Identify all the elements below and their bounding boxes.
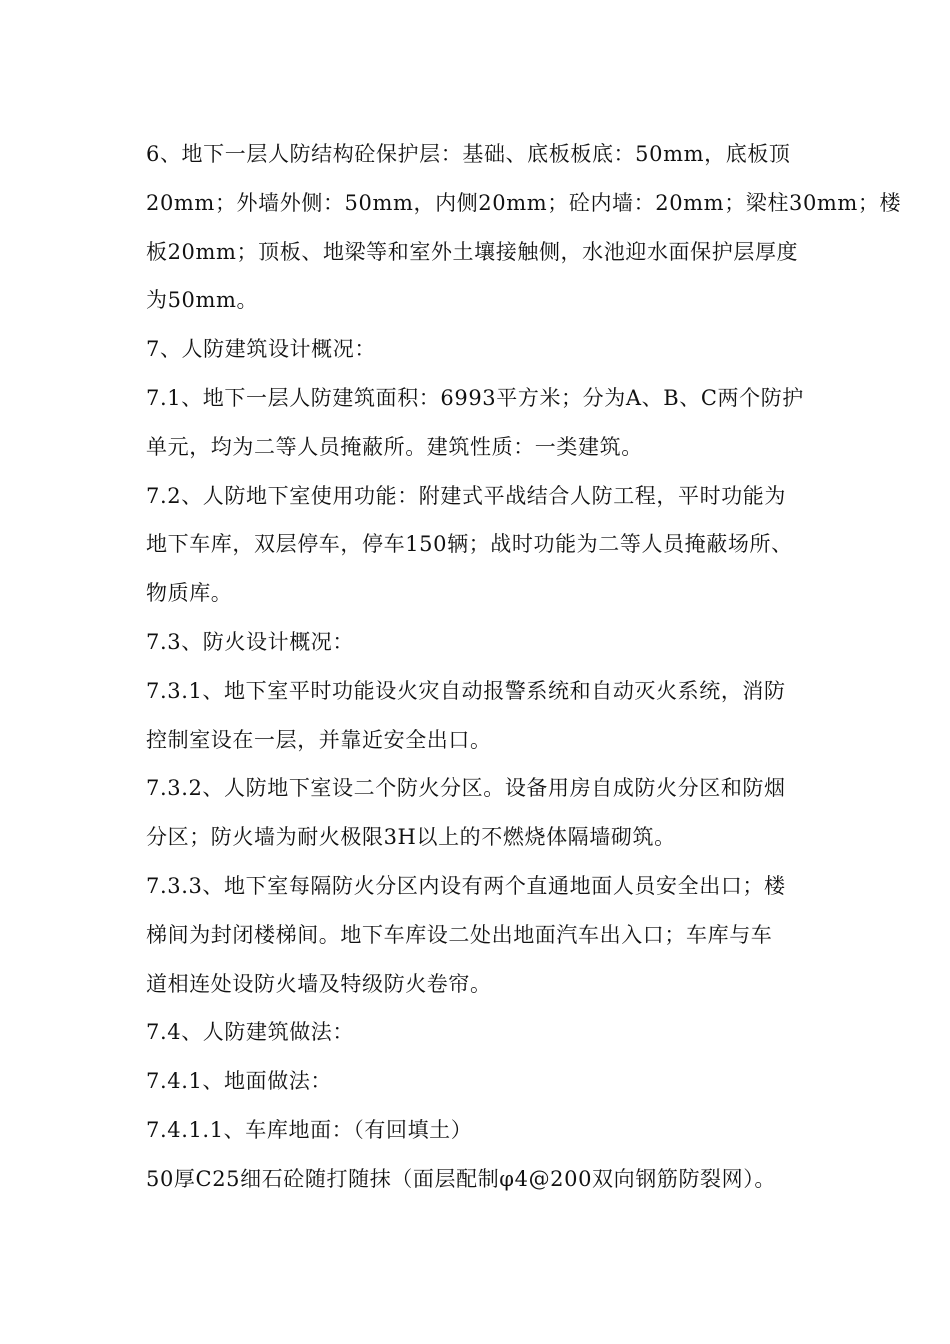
section-heading: 7.3、防火设计概况：: [146, 629, 354, 654]
text-line: 7.3.1、地下室平时功能设火灾自动报警系统和自动灭火系统，消防: [146, 678, 786, 703]
document-body: [146, 130, 902, 1204]
text-line: 7.3.3、地下室每隔防火分区内设有两个直通地面人员安全出口；楼: [146, 873, 786, 898]
text-line: 控制室设在一层，并靠近安全出口。: [146, 727, 492, 752]
text-line: 50厚C25细石砼随打随抹（面层配制φ4@200双向钢筋防裂网）。: [146, 1166, 776, 1191]
section-heading: 7.4、人防建筑做法：: [146, 1020, 354, 1045]
text-line: 梯间为封闭楼梯间。地下车库设二处出地面汽车出入口；车库与车: [146, 922, 773, 947]
section-heading: 7.4.1、地面做法：: [146, 1069, 333, 1094]
text-line: 地下车库，双层停车，停车150辆；战时功能为二等人员掩蔽场所、: [146, 532, 793, 557]
text-line: 道相连处设防火墙及特级防火卷帘。: [146, 971, 492, 996]
text-line: 7.3.2、人防地下室设二个防火分区。设备用房自成防火分区和防烟: [146, 776, 786, 801]
section-heading: 7.4.1.1、车库地面：（有回填土）: [146, 1117, 473, 1142]
text-line: 为50mm。: [146, 288, 259, 313]
text-line: 7.2、人防地下室使用功能：附建式平战结合人防工程，平时功能为: [146, 483, 786, 508]
text-line: 7.1、地下一层人防建筑面积：6993平方米；分为A、B、C两个防护: [146, 385, 804, 410]
text-line: 物质库。: [146, 581, 233, 606]
text-line: 20mm；外墙外侧：50mm，内侧20mm；砼内墙：20mm；梁柱30mm；楼: [146, 190, 902, 215]
text-line: 分区；防火墙为耐火极限3H以上的不燃烧体隔墙砌筑。: [146, 825, 676, 850]
section-heading: 7、人防建筑设计概况：: [146, 337, 376, 362]
text-line: 6、地下一层人防结构砼保护层：基础、底板板底：50mm，底板顶: [146, 142, 791, 166]
text-line: 板20mm；顶板、地梁等和室外土壤接触侧，水池迎水面保护层厚度: [146, 239, 799, 264]
text-line: 单元，均为二等人员掩蔽所。建筑性质：一类建筑。: [146, 434, 643, 459]
